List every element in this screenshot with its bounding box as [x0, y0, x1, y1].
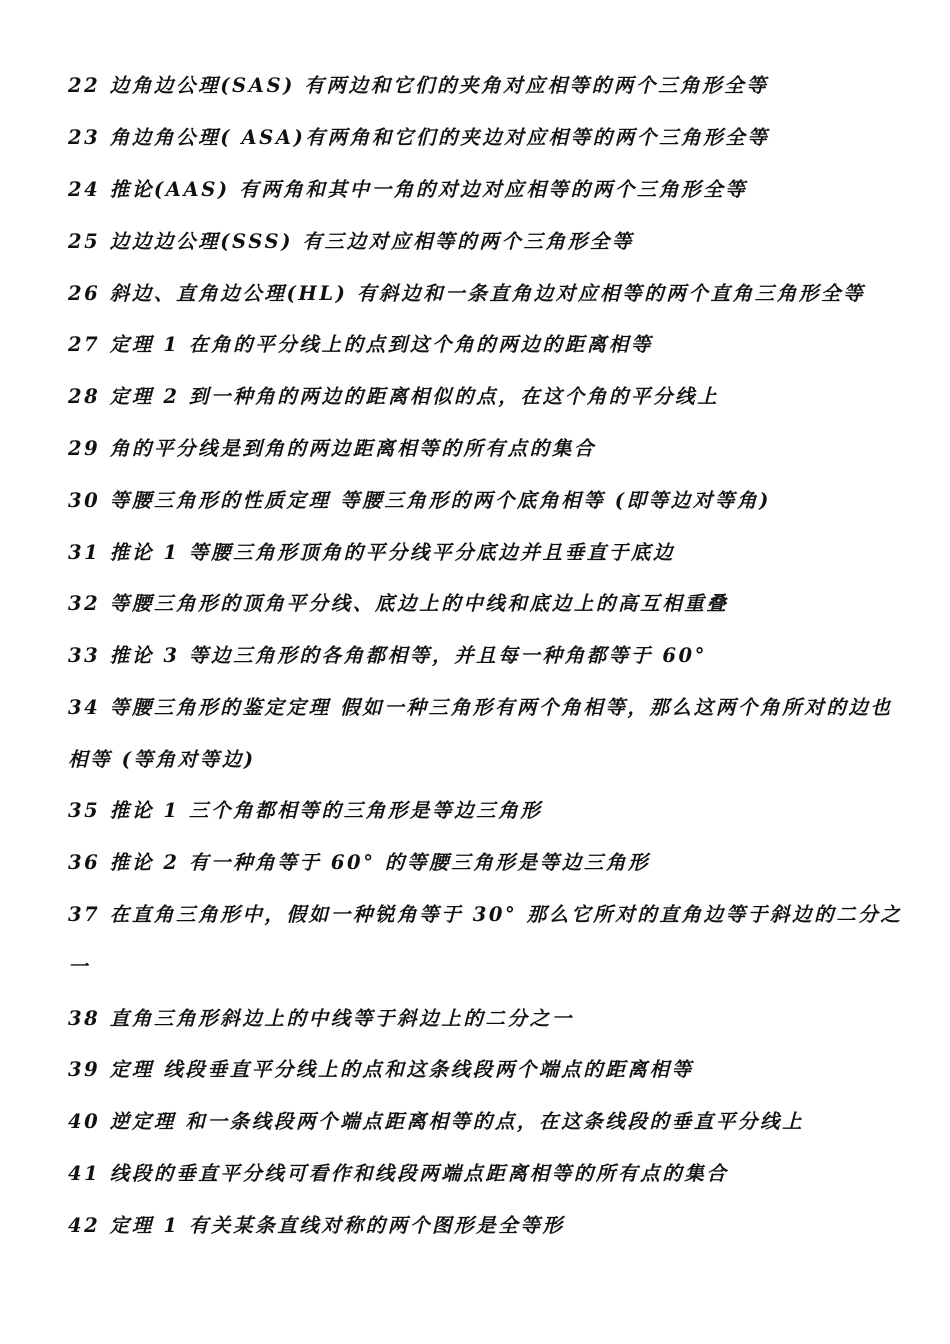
text-line-30: 30 等腰三角形的性质定理 等腰三角形的两个底角相等 (即等边对等角)	[68, 489, 771, 512]
text-line-29: 29 角的平分线是到角的两边距离相等的所有点的集合	[68, 437, 596, 460]
text-line-41: 41 线段的垂直平分线可看作和线段两端点距离相等的所有点的集合	[68, 1162, 729, 1185]
text-line-37: 37 在直角三角形中，假如一种锐角等于 30° 那么它所对的直角边等于斜边的二分之	[68, 903, 903, 926]
text-line-39: 39 定理 线段垂直平分线上的点和这条线段两个端点的距离相等	[68, 1058, 694, 1081]
text-line-25: 25 边边边公理(SSS) 有三边对应相等的两个三角形全等	[68, 230, 634, 253]
text-line-27: 27 定理 1 在角的平分线上的点到这个角的两边的距离相等	[68, 333, 653, 356]
text-line-34-continued: 相等 (等角对等边)	[68, 748, 256, 771]
text-line-23: 23 角边角公理( ASA)有两角和它们的夹边对应相等的两个三角形全等	[68, 126, 770, 149]
text-line-24: 24 推论(AAS) 有两角和其中一角的对边对应相等的两个三角形全等	[68, 178, 748, 201]
text-line-38: 38 直角三角形斜边上的中线等于斜边上的二分之一	[68, 1007, 574, 1030]
text-line-37-continued: 一	[68, 955, 91, 978]
text-line-32: 32 等腰三角形的顶角平分线、底边上的中线和底边上的高互相重叠	[68, 592, 729, 615]
text-line-22: 22 边角边公理(SAS) 有两边和它们的夹角对应相等的两个三角形全等	[68, 74, 769, 97]
text-line-35: 35 推论 1 三个角都相等的三角形是等边三角形	[68, 799, 543, 822]
text-line-36: 36 推论 2 有一种角等于 60° 的等腰三角形是等边三角形	[68, 851, 651, 874]
text-line-28: 28 定理 2 到一种角的两边的距离相似的点，在这个角的平分线上	[68, 385, 720, 408]
text-line-42: 42 定理 1 有关某条直线对称的两个图形是全等形	[68, 1214, 565, 1237]
text-line-33: 33 推论 3 等边三角形的各角都相等，并且每一种角都等于 60°	[68, 644, 708, 667]
text-line-31: 31 推论 1 等腰三角形顶角的平分线平分底边并且垂直于底边	[68, 541, 676, 564]
text-line-40: 40 逆定理 和一条线段两个端点距离相等的点，在这条线段的垂直平分线上	[68, 1110, 805, 1133]
text-line-34: 34 等腰三角形的鉴定定理 假如一种三角形有两个角相等，那么这两个角所对的边也	[68, 696, 893, 719]
text-line-26: 26 斜边、直角边公理(HL) 有斜边和一条直角边对应相等的两个直角三角形全等	[68, 282, 866, 305]
